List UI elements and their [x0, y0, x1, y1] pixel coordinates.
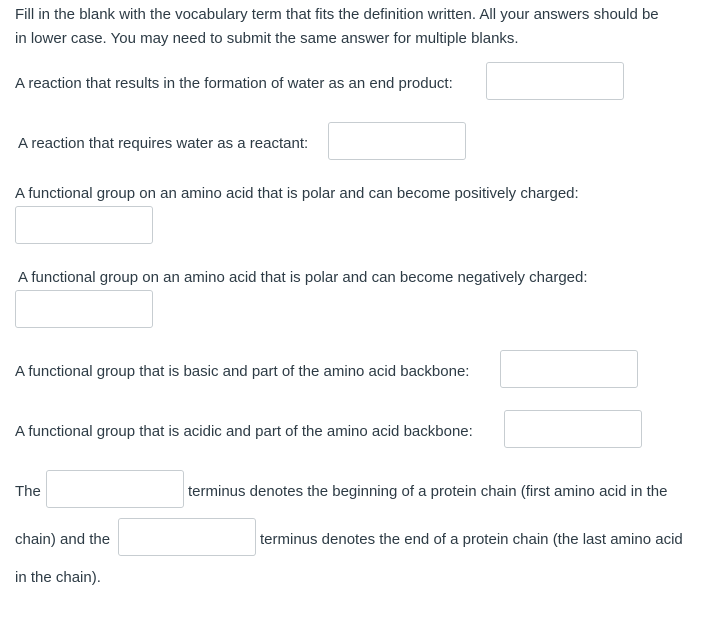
blank-1-input[interactable]: [486, 62, 624, 100]
question-6-text: A functional group that is acidic and part of the amino acid backbone:: [15, 423, 473, 440]
question-7-text-part-2: terminus denotes the beginning of a protein chain (first amino acid in the: [188, 483, 668, 500]
question-7-text-part-3: chain) and the: [15, 531, 111, 548]
blank-4-input[interactable]: [15, 290, 153, 328]
question-3-text: A functional group on an amino acid that is polar and can become positively charged:: [15, 185, 579, 202]
question-2-text: A reaction that requires water as a reactant:: [18, 135, 309, 152]
blank-2-input[interactable]: [328, 122, 466, 160]
blank-7-input[interactable]: [46, 470, 184, 508]
question-7-text-part-5: in the chain).: [15, 569, 101, 586]
question-7-text-part-4: terminus denotes the end of a protein chain (the last amino acid: [260, 531, 683, 548]
blank-6-input[interactable]: [504, 410, 642, 448]
question-4-text: A functional group on an amino acid that is polar and can become negatively charged:: [18, 269, 588, 286]
blank-5-input[interactable]: [500, 350, 638, 388]
blank-3-input[interactable]: [15, 206, 153, 244]
question-5-text: A functional group that is basic and part of the amino acid backbone:: [15, 363, 470, 380]
question-1-text: A reaction that results in the formation of water as an end product:: [15, 75, 453, 92]
blank-8-input[interactable]: [118, 518, 256, 556]
instructions-line-2: in lower case. You may need to submit the same answer for multiple blanks.: [15, 30, 519, 47]
instructions-line-1: Fill in the blank with the vocabulary term that fits the definition written. All your answers should be: [15, 6, 659, 23]
question-7-text-part-1: The: [15, 483, 41, 500]
